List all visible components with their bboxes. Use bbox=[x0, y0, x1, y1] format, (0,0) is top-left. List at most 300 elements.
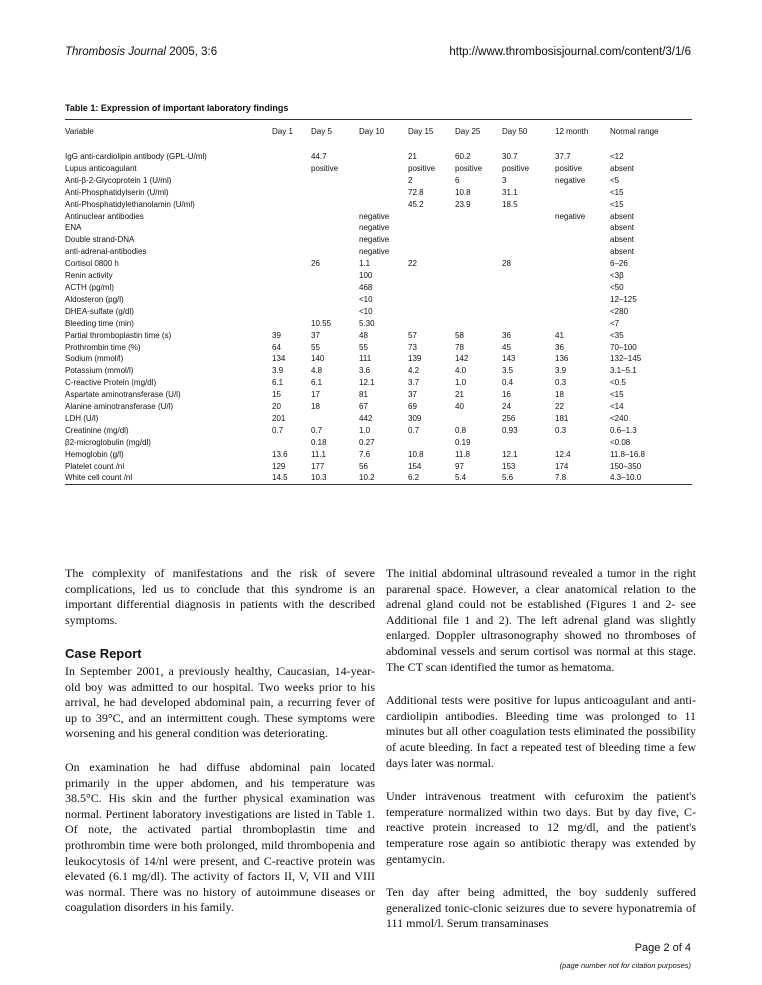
value-cell: 23.9 bbox=[455, 199, 471, 209]
value-cell: 7.8 bbox=[555, 473, 567, 483]
value-cell: 60.2 bbox=[455, 152, 471, 161]
volume-citation: 2005, 3:6 bbox=[169, 46, 218, 58]
value-cell: 37 bbox=[311, 330, 320, 340]
value-cell: absent bbox=[610, 163, 635, 173]
value-cell: 21 bbox=[455, 390, 464, 400]
value-cell: 10.3 bbox=[311, 473, 327, 483]
value-cell: negative bbox=[359, 211, 390, 221]
table-row bbox=[65, 377, 692, 389]
variable-name-cell: Renin activity bbox=[65, 271, 113, 281]
value-cell bbox=[311, 270, 359, 282]
value-cell: 6 bbox=[455, 175, 460, 185]
value-cell bbox=[272, 199, 311, 211]
value-cell: 100 bbox=[359, 271, 373, 281]
table-row bbox=[65, 142, 692, 163]
value-cell bbox=[555, 234, 610, 246]
value-cell bbox=[455, 413, 502, 425]
table-bottom-rule bbox=[65, 484, 692, 485]
value-cell bbox=[272, 163, 311, 175]
value-cell: 111 bbox=[359, 354, 372, 364]
value-cell bbox=[408, 270, 455, 282]
value-cell: 10.8 bbox=[408, 449, 424, 459]
value-cell bbox=[272, 142, 311, 163]
value-cell bbox=[408, 246, 455, 258]
value-cell: 0.19 bbox=[455, 437, 471, 447]
value-cell: 5.6 bbox=[502, 473, 514, 483]
value-cell bbox=[555, 306, 610, 318]
value-cell bbox=[555, 318, 610, 330]
value-cell: 3 bbox=[502, 175, 507, 185]
value-cell: 3.9 bbox=[272, 366, 284, 376]
value-cell: 39 bbox=[272, 330, 281, 340]
case-paragraph-1: In September 2001, a previously healthy, Caucasian, 14-year-old boy was admitted to our hospital. Two weeks prior to his arrival, he had developed abdominal pain, a recurring fever of up to 39°C, and an intermittent cough. These symptoms were worsening and his general condition was deteriorating. bbox=[65, 663, 375, 741]
value-cell: 18.5 bbox=[502, 199, 518, 209]
value-cell: absent bbox=[610, 247, 635, 257]
value-cell: 3.5 bbox=[502, 366, 514, 376]
value-cell: <15 bbox=[610, 390, 624, 400]
value-cell: 22 bbox=[555, 402, 564, 412]
value-cell bbox=[311, 282, 359, 294]
value-cell: 0.3 bbox=[555, 425, 567, 435]
value-cell: 12.1 bbox=[359, 378, 375, 388]
value-cell: 3.9 bbox=[555, 366, 567, 376]
value-cell bbox=[408, 211, 455, 223]
value-cell: 10.55 bbox=[311, 318, 332, 328]
variable-name-cell: Hemoglobin (g/l) bbox=[65, 449, 124, 459]
table-row bbox=[65, 199, 692, 211]
value-cell bbox=[502, 437, 555, 449]
value-cell: positive bbox=[408, 163, 436, 173]
table-row bbox=[65, 472, 692, 484]
variable-name-cell: Sodium (mmol/l) bbox=[65, 354, 124, 364]
value-cell bbox=[555, 187, 610, 199]
value-cell: 11.8–16.8 bbox=[610, 449, 645, 459]
value-cell: 2 bbox=[408, 175, 413, 185]
variable-name-cell: β2-microglobulin (mg/dl) bbox=[65, 437, 151, 447]
value-cell bbox=[502, 222, 555, 234]
value-cell: 143 bbox=[502, 354, 516, 364]
table-row bbox=[65, 163, 692, 175]
variable-name-cell: anti-adrenal-antibodies bbox=[65, 247, 147, 257]
value-cell: 37 bbox=[408, 390, 417, 400]
value-cell: 24 bbox=[502, 402, 511, 412]
value-cell: 201 bbox=[272, 413, 286, 423]
value-cell: <10 bbox=[359, 294, 373, 304]
value-cell: 41 bbox=[555, 330, 564, 340]
table-row bbox=[65, 330, 692, 342]
value-cell bbox=[408, 318, 455, 330]
table-row bbox=[65, 306, 692, 318]
variable-name-cell: Cortisol 0800 h bbox=[65, 259, 119, 269]
variable-name-cell: LDH (U/l) bbox=[65, 413, 99, 423]
value-cell: 1.0 bbox=[455, 378, 467, 388]
value-cell: 154 bbox=[408, 461, 422, 471]
table-header-row bbox=[65, 120, 692, 142]
column-header: Day 25 bbox=[455, 126, 481, 136]
variable-name-cell: IgG anti-cardiolipin antibody (GPL-U/ml) bbox=[65, 152, 207, 161]
value-cell: absent bbox=[610, 223, 635, 233]
value-cell bbox=[502, 318, 555, 330]
value-cell bbox=[359, 175, 408, 187]
value-cell bbox=[455, 270, 502, 282]
table-row bbox=[65, 282, 692, 294]
table-row bbox=[65, 365, 692, 377]
value-cell: 67 bbox=[359, 402, 368, 412]
value-cell: 48 bbox=[359, 330, 368, 340]
value-cell bbox=[272, 234, 311, 246]
value-cell: 14.5 bbox=[272, 473, 288, 483]
value-cell: 12.4 bbox=[555, 449, 571, 459]
column-header: Day 5 bbox=[311, 126, 332, 136]
variable-name-cell: Anti-β-2-Glycoprotein 1 (U/ml) bbox=[65, 175, 172, 185]
variable-name-cell: DHEA-sulfate (g/dl) bbox=[65, 306, 134, 316]
variable-name-cell: Antinuclear antibodies bbox=[65, 211, 144, 221]
value-cell: <10 bbox=[359, 306, 373, 316]
value-cell: <14 bbox=[610, 402, 624, 412]
value-cell: 134 bbox=[272, 354, 286, 364]
value-cell: 31.1 bbox=[502, 187, 518, 197]
table-row bbox=[65, 294, 692, 306]
table-row bbox=[65, 246, 692, 258]
value-cell: positive bbox=[455, 163, 483, 173]
value-cell: 174 bbox=[555, 461, 569, 471]
value-cell: 6.1 bbox=[272, 378, 284, 388]
right-paragraph-3: Under intravenous treatment with cefuroxim the patient's temperature normalized within two days. But by day five, C-reactive protein increased to 12 mg/dl, and the patient's temperature rose again so antibiotic therapy was extended by gentamycin. bbox=[386, 789, 696, 866]
value-cell: 4.2 bbox=[408, 366, 420, 376]
value-cell: 44.7 bbox=[311, 152, 327, 161]
value-cell: 140 bbox=[311, 354, 325, 364]
value-cell: 3.1–5.1 bbox=[610, 366, 637, 376]
value-cell: 10.2 bbox=[359, 473, 375, 483]
value-cell: 6–26 bbox=[610, 259, 628, 269]
value-cell bbox=[502, 234, 555, 246]
value-cell bbox=[502, 294, 555, 306]
table-row bbox=[65, 258, 692, 270]
value-cell: 132–145 bbox=[610, 354, 642, 364]
variable-name-cell: ENA bbox=[65, 223, 82, 233]
value-cell: 81 bbox=[359, 390, 368, 400]
value-cell: 0.18 bbox=[311, 437, 327, 447]
page-number: Page 2 of 4 bbox=[634, 942, 691, 954]
value-cell: 57 bbox=[408, 330, 417, 340]
value-cell: negative bbox=[555, 211, 586, 221]
case-report-heading: Case Report bbox=[65, 646, 142, 662]
value-cell: 4.3–10.0 bbox=[610, 473, 642, 483]
value-cell: 11.8 bbox=[455, 449, 470, 459]
value-cell: 0.7 bbox=[408, 425, 420, 435]
value-cell bbox=[311, 234, 359, 246]
table-row bbox=[65, 401, 692, 413]
value-cell: 16 bbox=[502, 390, 511, 400]
value-cell bbox=[272, 437, 311, 449]
value-cell bbox=[555, 294, 610, 306]
value-cell: 73 bbox=[408, 342, 417, 352]
value-cell: 0.7 bbox=[311, 425, 323, 435]
value-cell: 55 bbox=[311, 342, 320, 352]
value-cell: <50 bbox=[610, 282, 624, 292]
value-cell: 7.6 bbox=[359, 449, 371, 459]
value-cell: 5.30 bbox=[359, 318, 375, 328]
value-cell: 30.7 bbox=[502, 152, 518, 161]
value-cell bbox=[272, 246, 311, 258]
value-cell: <3β bbox=[610, 271, 624, 281]
value-cell bbox=[359, 142, 408, 163]
value-cell: 139 bbox=[408, 354, 422, 364]
value-cell: 36 bbox=[555, 342, 564, 352]
value-cell bbox=[272, 258, 311, 270]
value-cell bbox=[555, 222, 610, 234]
value-cell bbox=[359, 187, 408, 199]
table-row bbox=[65, 389, 692, 401]
variable-name-cell: Platelet count /nl bbox=[65, 461, 125, 471]
value-cell: 45.2 bbox=[408, 199, 424, 209]
value-cell bbox=[455, 294, 502, 306]
column-header: Day 10 bbox=[359, 126, 385, 136]
value-cell: 10.8 bbox=[455, 187, 471, 197]
value-cell: positive bbox=[502, 163, 530, 173]
variable-name-cell: Double strand-DNA bbox=[65, 235, 135, 245]
value-cell: 45 bbox=[502, 342, 511, 352]
value-cell: 4.0 bbox=[455, 366, 467, 376]
value-cell bbox=[272, 175, 311, 187]
value-cell bbox=[555, 282, 610, 294]
value-cell: <15 bbox=[610, 199, 624, 209]
value-cell: 64 bbox=[272, 342, 281, 352]
value-cell: <35 bbox=[610, 330, 624, 340]
value-cell: 28 bbox=[502, 259, 511, 269]
value-cell: 18 bbox=[555, 390, 564, 400]
value-cell bbox=[272, 294, 311, 306]
value-cell: 1.0 bbox=[359, 425, 371, 435]
value-cell: 177 bbox=[311, 461, 325, 471]
value-cell bbox=[455, 258, 502, 270]
value-cell bbox=[311, 187, 359, 199]
value-cell: 0.4 bbox=[502, 378, 514, 388]
right-paragraph-1: The initial abdominal ultrasound revealed a tumor in the right pararenal space. However, a clear anatomical relation to the adrenal gland could not be established (Figures 1 and 2- see Additional file 1 and 2). The left adrenal gland was slightly enlarged. Doppler ultrasonography showed no thromboses of abdominal vessels and serum cortisol was normal at this stage. The CT scan identified the tumor as hematoma. bbox=[386, 566, 696, 674]
value-cell: <15 bbox=[610, 187, 624, 197]
value-cell: 4.8 bbox=[311, 366, 323, 376]
value-cell: <7 bbox=[610, 318, 620, 328]
intro-paragraph: The complexity of manifestations and the risk of severe complications, led us to conclude that this syndrome is an important differential diagnosis in patients with the described symptoms. bbox=[65, 566, 375, 627]
value-cell: 0.7 bbox=[272, 425, 284, 435]
value-cell: 11.1 bbox=[311, 449, 326, 459]
table-row bbox=[65, 222, 692, 234]
table-row bbox=[65, 175, 692, 187]
value-cell: 1.1 bbox=[359, 259, 371, 269]
value-cell: 6.1 bbox=[311, 378, 323, 388]
value-cell bbox=[555, 258, 610, 270]
value-cell bbox=[502, 211, 555, 223]
value-cell: 3.7 bbox=[408, 378, 420, 388]
value-cell: <240 bbox=[610, 413, 629, 423]
value-cell: negative bbox=[359, 235, 390, 245]
value-cell bbox=[555, 270, 610, 282]
value-cell: 150–350 bbox=[610, 461, 642, 471]
column-header: Normal range bbox=[610, 126, 659, 136]
value-cell bbox=[272, 318, 311, 330]
value-cell: 22 bbox=[408, 259, 417, 269]
value-cell: 40 bbox=[455, 402, 464, 412]
value-cell: 0.8 bbox=[455, 425, 467, 435]
table-row bbox=[65, 461, 692, 473]
value-cell: negative bbox=[359, 223, 390, 233]
value-cell: 0.3 bbox=[555, 378, 567, 388]
table-row bbox=[65, 449, 692, 461]
value-cell bbox=[408, 437, 455, 449]
value-cell: 18 bbox=[311, 402, 320, 412]
column-header: Day 15 bbox=[408, 126, 434, 136]
right-paragraph-4: Ten day after being admitted, the boy suddenly suffered generalized tonic-clonic seizures due to severe hyponatremia of 111 mmol/l. Serum transaminases bbox=[386, 885, 696, 931]
value-cell bbox=[408, 222, 455, 234]
variable-name-cell: Anti-Phosphatidylserin (U/ml) bbox=[65, 187, 169, 197]
value-cell: 142 bbox=[455, 354, 469, 364]
value-cell bbox=[502, 282, 555, 294]
value-cell bbox=[408, 282, 455, 294]
value-cell: 5.4 bbox=[455, 473, 467, 483]
value-cell: 153 bbox=[502, 461, 516, 471]
table-body bbox=[65, 142, 692, 484]
running-header-url[interactable]: http://www.thrombosisjournal.com/content/3/1/6 bbox=[449, 46, 691, 58]
value-cell: 136 bbox=[555, 354, 569, 364]
table-row bbox=[65, 413, 692, 425]
value-cell bbox=[455, 246, 502, 258]
table-row bbox=[65, 270, 692, 282]
value-cell: negative bbox=[555, 175, 586, 185]
variable-name-cell: Alanine aminotransferase (U/l) bbox=[65, 402, 174, 412]
value-cell: <12 bbox=[610, 152, 624, 161]
value-cell bbox=[311, 199, 359, 211]
table-row bbox=[65, 437, 692, 449]
value-cell bbox=[272, 222, 311, 234]
value-cell: absent bbox=[610, 211, 635, 221]
left-text-column bbox=[65, 566, 375, 934]
column-header: 12 month bbox=[555, 126, 589, 136]
variable-name-cell: Creatinine (mg/dl) bbox=[65, 425, 129, 435]
table-row bbox=[65, 318, 692, 330]
value-cell: 56 bbox=[359, 461, 368, 471]
value-cell bbox=[455, 318, 502, 330]
value-cell: 256 bbox=[502, 413, 516, 423]
variable-name-cell: Prothrombin time (%) bbox=[65, 342, 141, 352]
column-header: Day 50 bbox=[502, 126, 528, 136]
value-cell: 0.27 bbox=[359, 437, 375, 447]
value-cell: 129 bbox=[272, 461, 286, 471]
value-cell bbox=[311, 413, 359, 425]
value-cell: 36 bbox=[502, 330, 511, 340]
variable-name-cell: ACTH (pg/ml) bbox=[65, 282, 114, 292]
value-cell: 13.6 bbox=[272, 449, 288, 459]
value-cell bbox=[408, 294, 455, 306]
value-cell: 69 bbox=[408, 402, 417, 412]
value-cell bbox=[455, 222, 502, 234]
value-cell bbox=[311, 222, 359, 234]
value-cell: positive bbox=[311, 163, 339, 173]
value-cell: positive bbox=[555, 163, 583, 173]
value-cell: 0.93 bbox=[502, 425, 518, 435]
value-cell bbox=[311, 246, 359, 258]
value-cell bbox=[455, 306, 502, 318]
value-cell bbox=[455, 234, 502, 246]
value-cell bbox=[408, 234, 455, 246]
value-cell: 181 bbox=[555, 413, 569, 423]
value-cell: 37.7 bbox=[555, 152, 571, 161]
value-cell: <5 bbox=[610, 175, 620, 185]
variable-name-cell: Potassium (mmol/l) bbox=[65, 366, 134, 376]
value-cell bbox=[359, 163, 408, 175]
value-cell: 0.6–1.3 bbox=[610, 425, 637, 435]
lab-findings-table-container bbox=[65, 119, 692, 485]
value-cell: 97 bbox=[455, 461, 464, 471]
value-cell bbox=[455, 282, 502, 294]
table-row bbox=[65, 342, 692, 354]
variable-name-cell: C-reactive Protein (mg/dl) bbox=[65, 378, 157, 388]
value-cell: <280 bbox=[610, 306, 629, 316]
table-row bbox=[65, 425, 692, 437]
value-cell: 55 bbox=[359, 342, 368, 352]
value-cell: 17 bbox=[311, 390, 320, 400]
case-paragraph-2: On examination he had diffuse abdominal pain located primarily in the upper abdomen, and his temperature was 38.5°C. His skin and the further physical examination was normal. Pertinent laboratory investigations are listed in Table 1. Of note, the activated partial thromboplastin time and prothrombin time were both prolonged, mild thrombopenia and leukocytosis of 14/nl were present, and C-reactive protein was elevated (6.1 mg/dl). The activity of factors II, V, VII and VIII was normal. There was no history of autoimmune diseases or coagulation disorders in his family. bbox=[65, 759, 375, 915]
value-cell: 15 bbox=[272, 390, 281, 400]
lab-findings-table bbox=[65, 120, 692, 484]
value-cell bbox=[555, 199, 610, 211]
value-cell bbox=[502, 246, 555, 258]
value-cell: 78 bbox=[455, 342, 464, 352]
value-cell bbox=[455, 211, 502, 223]
column-header: Day 1 bbox=[272, 126, 293, 136]
variable-name-cell: Bleeding time (min) bbox=[65, 318, 134, 328]
value-cell: 468 bbox=[359, 282, 373, 292]
value-cell bbox=[311, 175, 359, 187]
value-cell: 26 bbox=[311, 259, 320, 269]
value-cell bbox=[272, 211, 311, 223]
value-cell: 21 bbox=[408, 152, 417, 161]
value-cell bbox=[311, 306, 359, 318]
right-paragraph-2: Additional tests were positive for lupus anticoagulant and anti-cardiolipin antibodies. Bleeding time was prolonged to 11 minutes but all other coagulation tests eliminated the possibility of acute bleeding. In fact a repeated test of bleeding time a few days later was normal. bbox=[386, 693, 696, 770]
value-cell bbox=[272, 282, 311, 294]
value-cell bbox=[555, 246, 610, 258]
table-row bbox=[65, 187, 692, 199]
running-header-citation bbox=[65, 46, 217, 58]
table-row bbox=[65, 211, 692, 223]
value-cell: 309 bbox=[408, 413, 422, 423]
variable-name-cell: Partial thromboplastin time (s) bbox=[65, 330, 172, 340]
value-cell: negative bbox=[359, 247, 390, 257]
variable-name-cell: Lupus anticoagulant bbox=[65, 163, 137, 173]
value-cell bbox=[555, 437, 610, 449]
right-text-column bbox=[386, 566, 696, 950]
variable-name-cell: White cell count /nl bbox=[65, 473, 133, 483]
value-cell bbox=[272, 270, 311, 282]
value-cell bbox=[272, 187, 311, 199]
column-header: Variable bbox=[65, 126, 94, 136]
value-cell: 6.2 bbox=[408, 473, 420, 483]
value-cell bbox=[502, 270, 555, 282]
value-cell bbox=[311, 294, 359, 306]
value-cell: 20 bbox=[272, 402, 281, 412]
value-cell bbox=[502, 306, 555, 318]
variable-name-cell: Aspartate aminotransferase (U/l) bbox=[65, 390, 181, 400]
value-cell: 58 bbox=[455, 330, 464, 340]
value-cell: 72.8 bbox=[408, 187, 424, 197]
value-cell: absent bbox=[610, 235, 635, 245]
table-caption: Table 1: Expression of important laboratory findings bbox=[65, 103, 289, 113]
value-cell: 70–100 bbox=[610, 342, 637, 352]
value-cell: <0.08 bbox=[610, 437, 631, 447]
value-cell bbox=[272, 306, 311, 318]
value-cell: 12.1 bbox=[502, 449, 518, 459]
table-row bbox=[65, 353, 692, 365]
journal-name: Thrombosis Journal bbox=[65, 46, 166, 58]
